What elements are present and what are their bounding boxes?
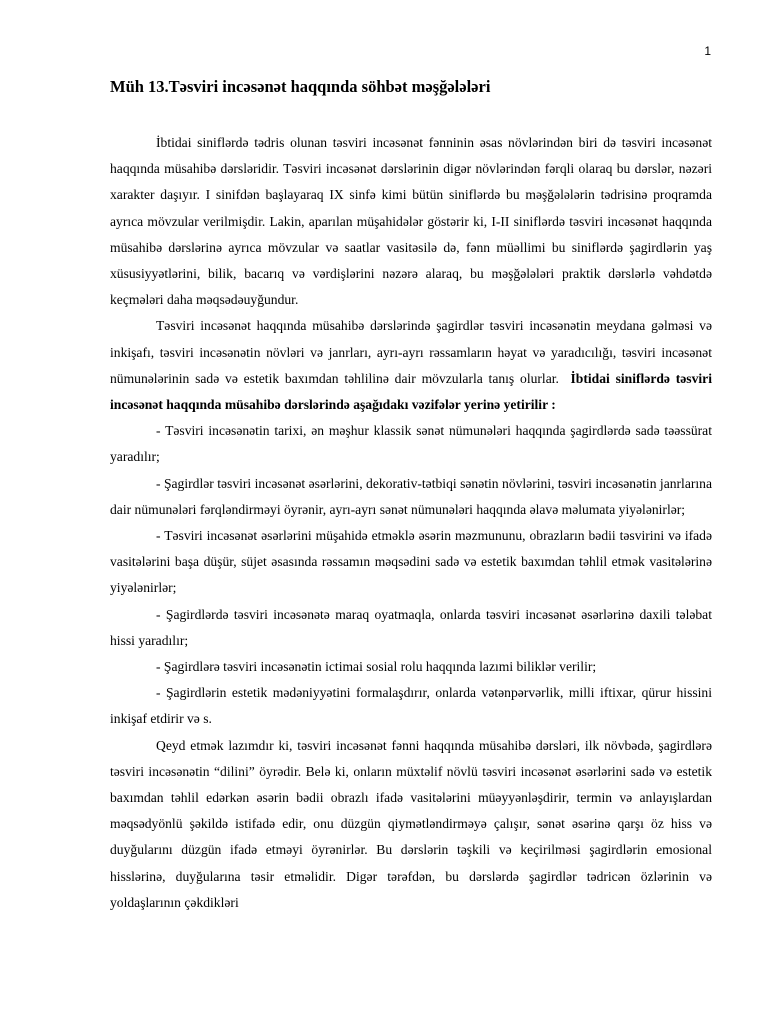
list-item-interest [110, 602, 712, 654]
paragraph-topics [110, 313, 712, 418]
paragraph-topics-bold: İbtidai siniflərdə təsviri incəsənət haqqında müsahibə dərslərində aşağıdakı vəzifələr yerinə yetirilir : [110, 370, 712, 413]
list-item-genres [110, 471, 712, 523]
list-item-analysis [110, 523, 712, 602]
document-body [110, 76, 712, 916]
list-item-social-role [110, 654, 712, 680]
paragraph-topics-text: Təsviri incəsənət haqqında müsahibə dərslərində şagirdlər təsviri incəsənətin meydana gəlməsi və inkişafı, təsviri incəsənətin növləri və janrları, ayrı-ayrı rəssamların həyat və yaradıcılığı, təsviri incəsənət nümunələrinin sadə və estetik baxımdan təhlilinə dair mövzularla tanış olurlar. [110, 318, 712, 386]
list-item-history-text: - Təsviri incəsənətin tarixi, ən məşhur klassik sənət nümunələri haqqında şagirdlərdə sadə təəssürat yaradılır; [110, 423, 712, 465]
list-item-culture [110, 680, 712, 732]
page-number: 1 [704, 44, 711, 58]
list-item-analysis-text: - Təsviri incəsənət əsərlərini müşahidə etməklə əsərin məzmununu, obrazların bədii təsvirini və ifadə vasitələrini başa düşür, süjet əsasında rəssamın məqsədini sadə və estetik baxımdan təhlil etmək vasitələrinə yiyələnirlər; [110, 528, 712, 596]
paragraph-intro [110, 130, 712, 313]
list-item-social-role-text: - Şagirdlərə təsviri incəsənətin ictimai sosial rolu haqqında lazımi biliklər verilir; [156, 659, 597, 675]
list-item-culture-text: - Şagirdlərin estetik mədəniyyətini formalaşdırır, onlarda vətənpərvərlik, milli iftixar, qürur hissini inkişaf etdirir və s. [110, 685, 712, 727]
document-title: Müh 13.Təsviri incəsənət haqqında söhbət məşğələləri [110, 77, 491, 96]
list-item-history [110, 418, 712, 470]
paragraph-intro-text: İbtidai siniflərdə tədris olunan təsviri incəsənət fənninin əsas növlərindən biri də təsviri incəsənət haqqında müsahibə dərsləridir. Təsviri incəsənət dərslərinin digər növlərindən fərqli olaraq bu dərslər, nəzəri xarakter daşıyır. I sinifdən başlayaraq IX sinfə kimi bütün siniflərdə bu məşğələlərin tədrisinə proqramda ayrıca mövzular verilmişdir. Lakin, aparılan müşahidələr göstərir ki, I-II siniflərdə təsviri incəsənət haqqında müsahibə dərslərinə ayrıca mövzular və saatlar vasitəsilə də, fənn müəllimi bu siniflərdə şagirdlərin yaş xüsusiyyətlərini, bilik, bacarıq və vərdişlərini nəzərə alaraq, bu məşğələləri praktik dərslərlə vəhdətdə keçmələri daha məqsədəuyğundur. [110, 135, 712, 308]
paragraph-conclusion [110, 733, 712, 916]
paragraph-conclusion-text: Qeyd etmək lazımdır ki, təsviri incəsənət fənni haqqında müsahibə dərsləri, ilk növbədə, şagirdlərə təsviri incəsənətin “dilini” öyrədir. Belə ki, onların müxtəlif növlü təsviri incəsənət əsərlərini sadə və estetik baxımdan təhlil edərkən əsərin bədii obrazlı ifadə vasitələrini müəyyənləşdirir, termin və anlayışlardan məqsədyönlü şəkildə istifadə edir, onu düzgün qiymətləndirməyə çalışır, sənət əsərinə qarşı öz hiss və duyğularını düzgün ifadə etməyi öyrənirlər. Bu dərslərin təşkili və keçirilməsi şagirdlərin emosional hisslərinə, duyğularına təsir etməlidir. Digər tərəfdən, bu dərslərdə şagirdlər tədricən özlərinin və yoldaşlarının çəkdikləri [110, 737, 712, 910]
list-item-interest-text: - Şagirdlərdə təsviri incəsənətə maraq oyatmaqla, onlarda təsviri incəsənət əsərlərinə daxili tələbat hissi yaradılır; [110, 606, 712, 648]
list-item-genres-text: - Şagirdlər təsviri incəsənət əsərlərini, dekorativ-tətbiqi sənətin növlərini, təsviri incəsənətin janrlarına dair nümunələri fərqləndirməyi öyrənir, ayrı-ayrı sənət nümunələri haqqında əlavə məlumata yiyələnirlər; [110, 475, 712, 517]
